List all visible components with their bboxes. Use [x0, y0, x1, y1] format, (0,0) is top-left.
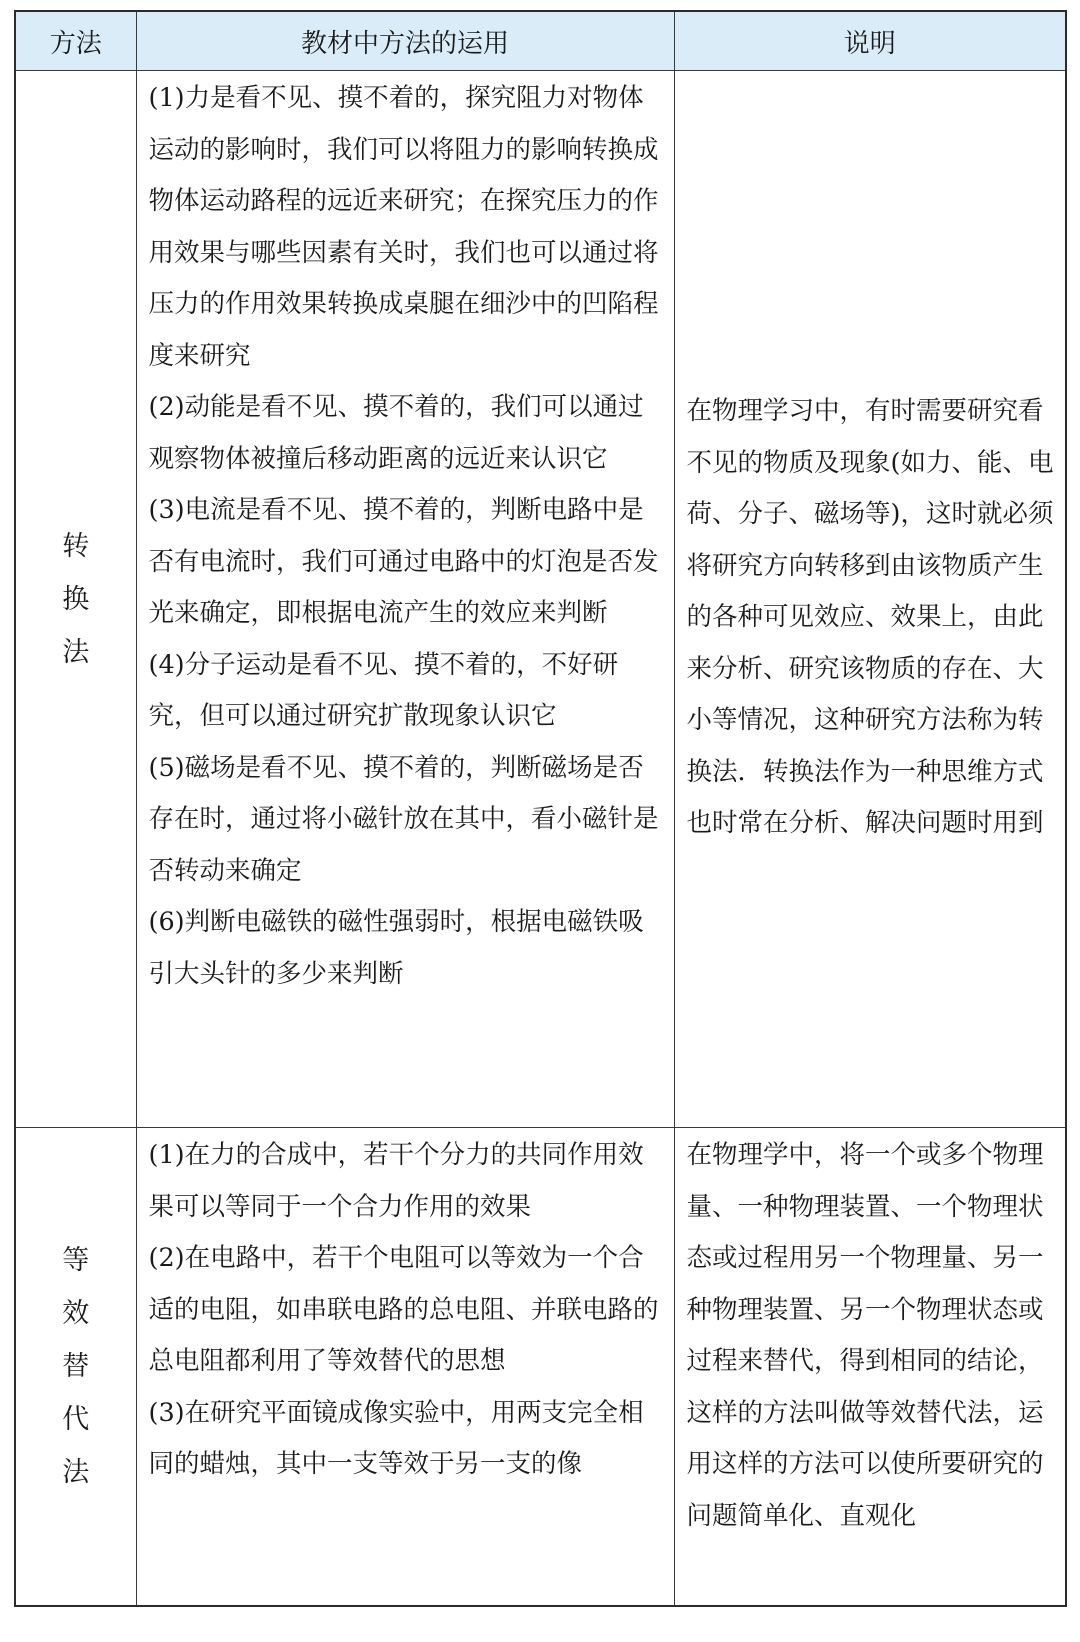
note-text: 在物理学中，将一个或多个物理量、一种物理装置、一个物理状态或过程用另一个物理量、另一种物理装置、另一个物理状态或过程来替代，得到相同的结论，这样的方法叫做等效替代法，运用这样的方法可以使所要研究的问题简单化、直观化 [686, 1140, 1044, 1531]
method-name-equivalent-substitution [15, 1128, 136, 1607]
table-row [15, 71, 1066, 1128]
usage-item: (2)动能是看不见、摸不着的，我们可以通过观察物体被撞后移动距离的远近来认识它 [148, 392, 644, 474]
method-char: 效 [62, 1298, 90, 1329]
usage-item: (6)判断电磁铁的磁性强弱时，根据电磁铁吸引大头针的多少来判断 [148, 907, 644, 989]
method-char: 法 [62, 1457, 90, 1488]
method-char: 替 [62, 1351, 90, 1382]
usage-item: (2)在电路中，若干个电阻可以等效为一个合适的电阻，如串联电路的总电阻、并联电路的总电阻都利用了等效替代的思想 [148, 1243, 659, 1376]
method-char: 法 [62, 636, 90, 668]
method-char: 转 [62, 530, 90, 562]
table-row [15, 1128, 1066, 1607]
header-note: 说明 [674, 11, 1066, 71]
usage-item: (3)电流是看不见、摸不着的，判断电路中是否有电流时，我们可通过电路中的灯泡是否发光来确定，即根据电流产生的效应来判断 [148, 495, 659, 628]
note-cell-equivalent-substitution [674, 1128, 1066, 1607]
method-table-sheet [14, 10, 1065, 1631]
method-char: 代 [62, 1404, 90, 1435]
method-char: 等 [62, 1245, 90, 1276]
usage-item: (5)磁场是看不见、摸不着的，判断磁场是否存在时，通过将小磁针放在其中，看小磁针是否转动来确定 [148, 752, 659, 886]
usage-item: (1)力是看不见、摸不着的，探究阻力对物体运动的影响时，我们可以将阻力的影响转换成物体运动路程的远近来研究；在探究压力的作用效果与哪些因素有关时，我们也可以通过将压力的作用效果转换成桌腿在细沙中的凹陷程度来研究 [148, 83, 659, 371]
table-header-row [15, 11, 1066, 71]
header-method: 方法 [15, 11, 136, 71]
header-usage: 教材中方法的运用 [136, 11, 674, 71]
usage-cell-conversion [136, 71, 674, 1128]
note-cell-conversion [674, 71, 1066, 1128]
note-text: 在物理学习中，有时需要研究看不见的物质及现象(如力、能、电荷、分子、磁场等)，这时就必须将研究方向转移到由该物质产生的各种可见效应、效果上，由此来分析、研究该物质的存在、大小等情况，这种研究方法称为转换法．转换法作为一种思维方式也时常在分析、解决问题时用到 [686, 396, 1054, 839]
usage-item: (4)分子运动是看不见、摸不着的，不好研究，但可以通过研究扩散现象认识它 [148, 649, 619, 731]
usage-item: (1)在力的合成中，若干个分力的共同作用效果可以等同于一个合力作用的效果 [148, 1140, 644, 1222]
usage-item: (3)在研究平面镜成像实验中，用两支完全相同的蜡烛，其中一支等效于另一支的像 [148, 1397, 644, 1479]
method-name-conversion [15, 71, 136, 1128]
usage-cell-equivalent-substitution [136, 1128, 674, 1607]
method-char: 换 [62, 583, 90, 615]
physics-methods-table [14, 10, 1067, 1607]
